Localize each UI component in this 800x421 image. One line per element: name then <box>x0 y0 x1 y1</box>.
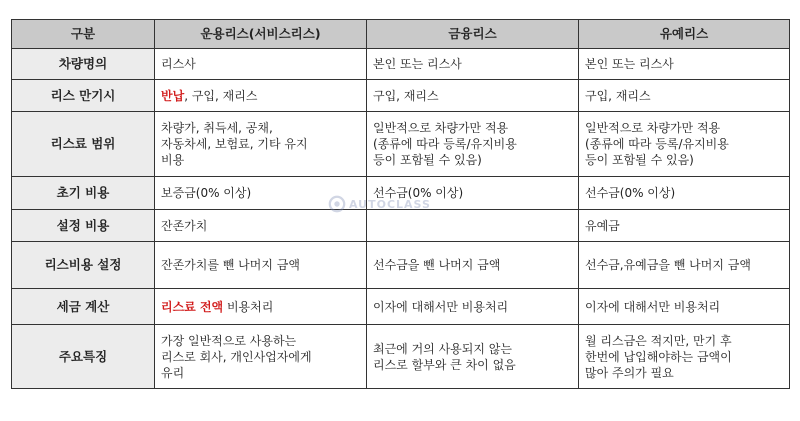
cell-finance: 구입, 재리스 <box>367 80 579 112</box>
cell-finance: 본인 또는 리스사 <box>367 49 579 80</box>
cell-deferred: 선수금(0% 이상) <box>579 177 790 210</box>
cell-operating-text: 비용처리 <box>223 299 274 314</box>
table-row <box>12 325 790 389</box>
cell-line: 유리 <box>161 365 185 380</box>
cell-finance <box>367 325 579 389</box>
cell-line: 일반적으로 차량가만 적용 <box>585 121 721 135</box>
header-operating-lease: 운용리스(서비스리스) <box>155 20 367 49</box>
cell-line: 등이 포함될 수 있음) <box>585 153 694 167</box>
table-row <box>12 49 790 80</box>
row-label-tax-calculation: 세금 계산 <box>12 289 155 325</box>
cell-operating <box>155 289 367 325</box>
cell-finance: 선수금(0% 이상) <box>367 177 579 210</box>
cell-finance: 선수금을 뺀 나머지 금액 <box>367 242 579 289</box>
cell-operating: 잔존가치를 뺀 나머지 금액 <box>155 242 367 289</box>
cell-operating <box>155 80 367 112</box>
cell-deferred <box>579 112 790 177</box>
cell-line: 리스로 할부와 큰 차이 없음 <box>373 357 516 372</box>
row-label-vehicle-owner: 차량명의 <box>12 49 155 80</box>
cell-line: 자동차세, 보험료, 기타 유지 <box>161 137 308 151</box>
cell-deferred: 본인 또는 리스사 <box>579 49 790 80</box>
cell-line: 리스로 회사, 개인사업자에게 <box>161 349 312 364</box>
cell-deferred: 유예금 <box>579 210 790 242</box>
emphasis-return: 반납 <box>161 88 185 103</box>
cell-deferred: 이자에 대해서만 비용처리 <box>579 289 790 325</box>
table-row <box>12 177 790 210</box>
cell-operating: 리스사 <box>155 49 367 80</box>
cell-operating: 보증금(0% 이상) <box>155 177 367 210</box>
cell-line: 차량가, 취득세, 공채, <box>161 121 273 135</box>
cell-line: (종류에 따라 등록/유지비용 <box>373 137 517 151</box>
cell-finance <box>367 210 579 242</box>
header-category: 구분 <box>12 20 155 49</box>
lease-comparison-table <box>11 19 790 389</box>
header-deferred-lease: 유예리스 <box>579 20 790 49</box>
cell-deferred: 구입, 재리스 <box>579 80 790 112</box>
table-row <box>12 80 790 112</box>
cell-operating-text: , 구입, 재리스 <box>184 88 258 103</box>
table-header <box>12 20 790 49</box>
cell-line: (종류에 따라 등록/유지비용 <box>585 137 729 151</box>
cell-line: 월 리스금은 적지만, 만기 후 <box>585 333 732 348</box>
row-label-lease-fee-scope: 리스료 범위 <box>12 112 155 177</box>
table-row <box>12 112 790 177</box>
table-body <box>12 49 790 389</box>
cell-line: 등이 포함될 수 있음) <box>373 153 482 167</box>
emphasis-full-lease-fee: 리스료 전액 <box>161 299 224 314</box>
cell-deferred: 선수금,유예금을 뺀 나머지 금액 <box>579 242 790 289</box>
row-label-setup-cost: 설정 비용 <box>12 210 155 242</box>
watermark-text: AUTOCLASS <box>349 197 431 211</box>
table-row <box>12 242 790 289</box>
table-row <box>12 210 790 242</box>
header-row <box>12 20 790 49</box>
row-label-lease-cost-setting: 리스비용 설정 <box>12 242 155 289</box>
cell-line: 가장 일반적으로 사용하는 <box>161 333 297 348</box>
cell-operating: 잔존가치 <box>155 210 367 242</box>
cell-line: 한번에 납입해야하는 금액이 <box>585 349 732 364</box>
row-label-initial-cost: 초기 비용 <box>12 177 155 210</box>
row-label-lease-maturity: 리스 만기시 <box>12 80 155 112</box>
cell-line: 일반적으로 차량가만 적용 <box>373 121 509 135</box>
cell-line: 최근에 거의 사용되지 않는 <box>373 341 512 356</box>
cell-finance: 이자에 대해서만 비용처리 <box>367 289 579 325</box>
header-finance-lease: 금융리스 <box>367 20 579 49</box>
cell-line: 많아 주의가 필요 <box>585 365 674 380</box>
table-row <box>12 289 790 325</box>
cell-operating <box>155 112 367 177</box>
cell-operating <box>155 325 367 389</box>
row-label-key-features: 주요특징 <box>12 325 155 389</box>
cell-finance <box>367 112 579 177</box>
cell-line: 비용 <box>161 153 185 167</box>
cell-deferred <box>579 325 790 389</box>
